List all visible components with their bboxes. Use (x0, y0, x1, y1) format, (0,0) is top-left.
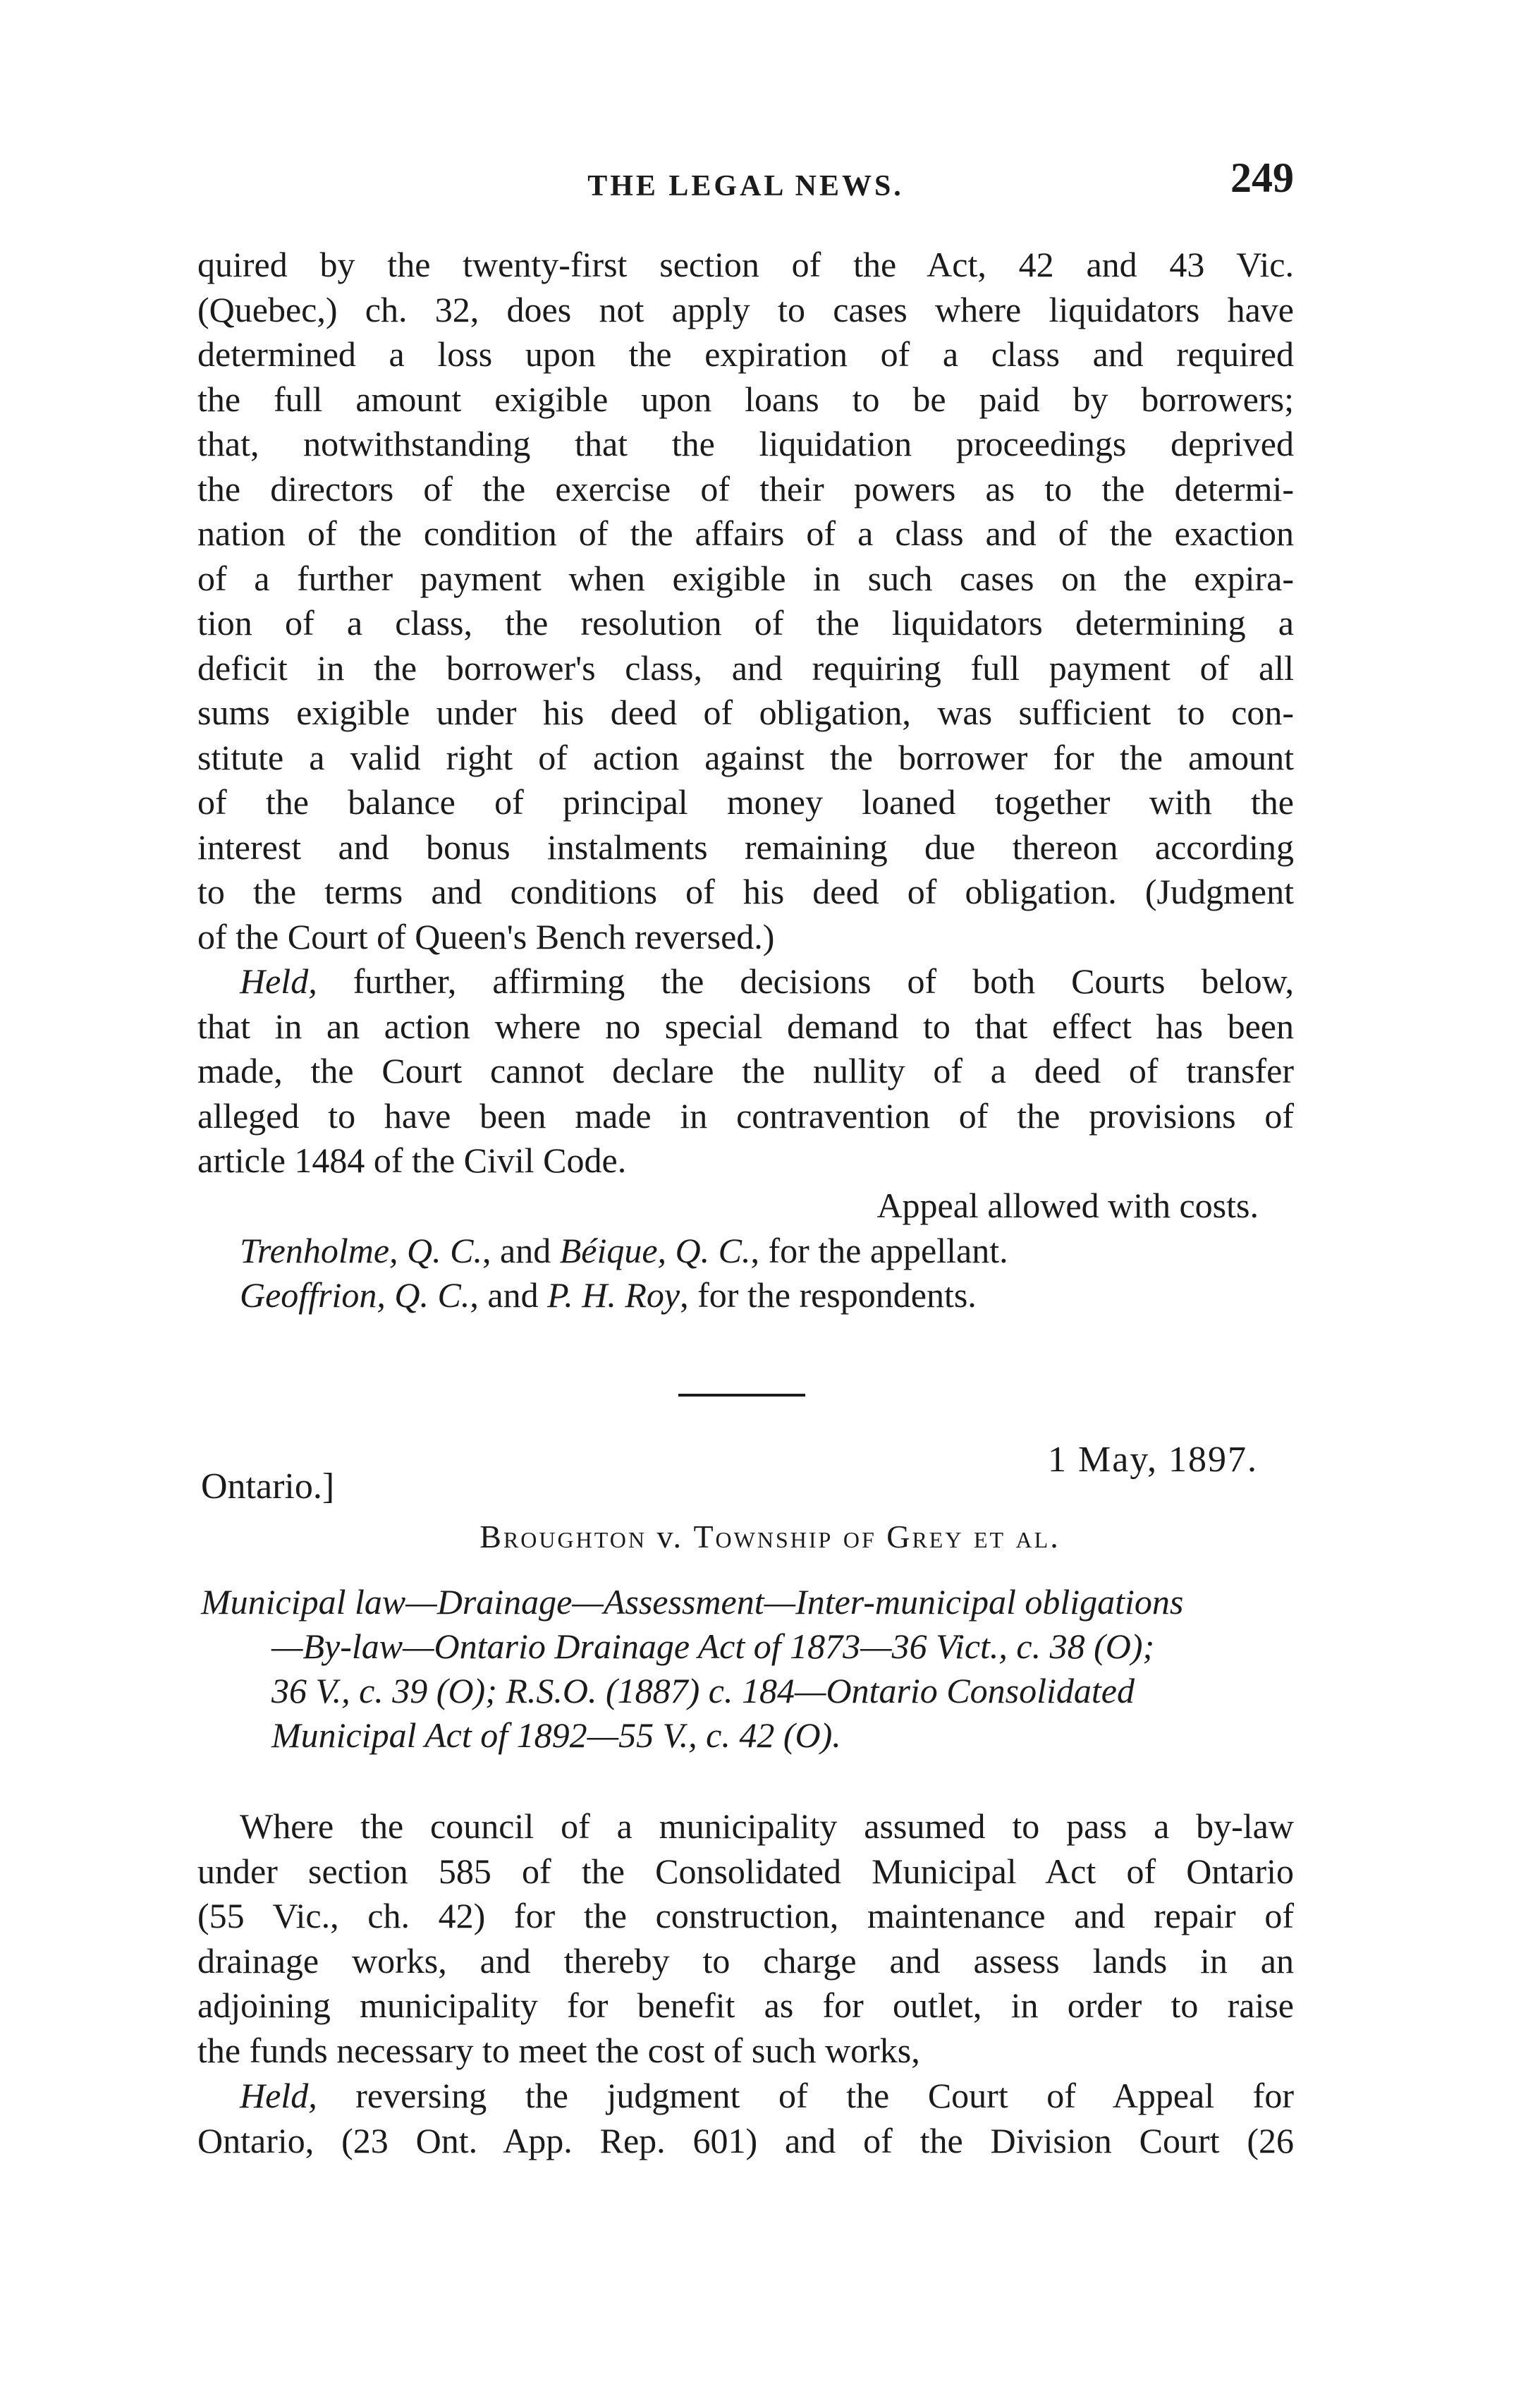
text-line: deficit in the borrower's class, and requiring full payment of all (197, 647, 1294, 688)
court-label: Ontario.] (201, 1466, 335, 1507)
text-line: the full amount exigible upon loans to be paid by borrowers; (197, 379, 1294, 419)
running-title: THE LEGAL NEWS. (587, 170, 904, 202)
text-line: made, the Court cannot declare the nullity of a deed of transfer (197, 1051, 1294, 1090)
text-line: (55 Vic., ch. 42) for the construction, maintenance and repair of (197, 1896, 1294, 1935)
result-line: Appeal allowed with costs. (876, 1186, 1259, 1225)
headnote (201, 1580, 1294, 1758)
paragraph-4 (197, 2074, 1294, 2163)
headnote-line: —By-law—Ontario Drainage Act of 1873—36 Vict., c. 38 (O); (271, 1626, 1155, 1666)
held-label: Held, (240, 961, 317, 1001)
text-line: sums exigible under his deed of obligation, was sufficient to con- (197, 693, 1294, 732)
text-line: the funds necessary to meet the cost of such works, (197, 2030, 920, 2070)
case-date: 1 May, 1897. (1048, 1440, 1258, 1480)
paragraph-2 (197, 959, 1294, 1184)
text-line: nation of the condition of the affairs of a class and of the exaction (197, 513, 1294, 553)
page-number: 249 (1230, 154, 1294, 201)
text-line: Ontario, (23 Ont. App. Rep. 601) and of the Division Court (26 (197, 2120, 1294, 2160)
text-line: determined a loss upon the expiration of a class and required (197, 334, 1294, 374)
text-line: of the balance of principal money loaned together with the (197, 782, 1294, 822)
paragraph-3 (197, 1804, 1294, 2073)
text-line: article 1484 of the Civil Code. (197, 1141, 627, 1180)
text-line: of the Court of Queen's Bench reversed.) (197, 916, 775, 956)
text-line: of a further payment when exigible in such cases on the expira- (197, 558, 1294, 598)
section-divider (678, 1394, 805, 1397)
counsel-appellant: Trenholme, Q. C., and Béique, Q. C., for the appellant. (240, 1230, 1008, 1270)
text-line: stitute a valid right of action against the borrower for the amount (197, 737, 1294, 777)
text-line: quired by the twenty-first section of the Act, 42 and 43 Vic. (197, 245, 1294, 284)
text-line: drainage works, and thereby to charge and assess lands in an (197, 1940, 1294, 1981)
text-line: that in an action where no special demand to that effect has been (197, 1006, 1294, 1046)
headnote-line: Municipal Act of 1892—55 V., c. 42 (O). (271, 1715, 841, 1755)
text-line: under section 585 of the Consolidated Municipal Act of Ontario (197, 1851, 1294, 1891)
case-title: Broughton v. Township of Grey et al. (479, 1519, 1061, 1555)
headnote-line: 36 V., c. 39 (O); R.S.O. (1887) c. 184—Ontario Consolidated (271, 1671, 1135, 1710)
text-line: alleged to have been made in contravention of the provisions of (197, 1095, 1294, 1136)
counsel-respondent: Geoffrion, Q. C., and P. H. Roy, for the respondents. (240, 1275, 977, 1315)
held-label: Held, (240, 2076, 317, 2115)
headnote-line: Municipal law—Drainage—Assessment—Inter-municipal obligations (201, 1582, 1184, 1622)
text-line: the directors of the exercise of their powers as to the determi- (197, 468, 1294, 509)
text-line: that, notwithstanding that the liquidation proceedings deprived (197, 424, 1294, 463)
page-header (197, 154, 1294, 210)
paragraph-1 (197, 243, 1294, 959)
text-line: Where the council of a municipality assumed to pass a by-law (240, 1806, 1294, 1846)
text-line: Held, reversing the judgment of the Court of Appeal for (240, 2076, 1294, 2115)
text-line: (Quebec,) ch. 32, does not apply to cases where liquidators have (197, 289, 1294, 329)
text-line: adjoining municipality for benefit as for outlet, in order to raise (197, 1985, 1294, 2025)
text-line: to the terms and conditions of his deed of obligation. (Judgment (197, 872, 1294, 911)
text-line: tion of a class, the resolution of the liquidators determining a (197, 603, 1294, 643)
text-line: interest and bonus instalments remaining due thereon according (197, 827, 1294, 867)
disposition (197, 1184, 1294, 1318)
text-line: Held, further, affirming the decisions of both Courts below, (240, 961, 1294, 1001)
